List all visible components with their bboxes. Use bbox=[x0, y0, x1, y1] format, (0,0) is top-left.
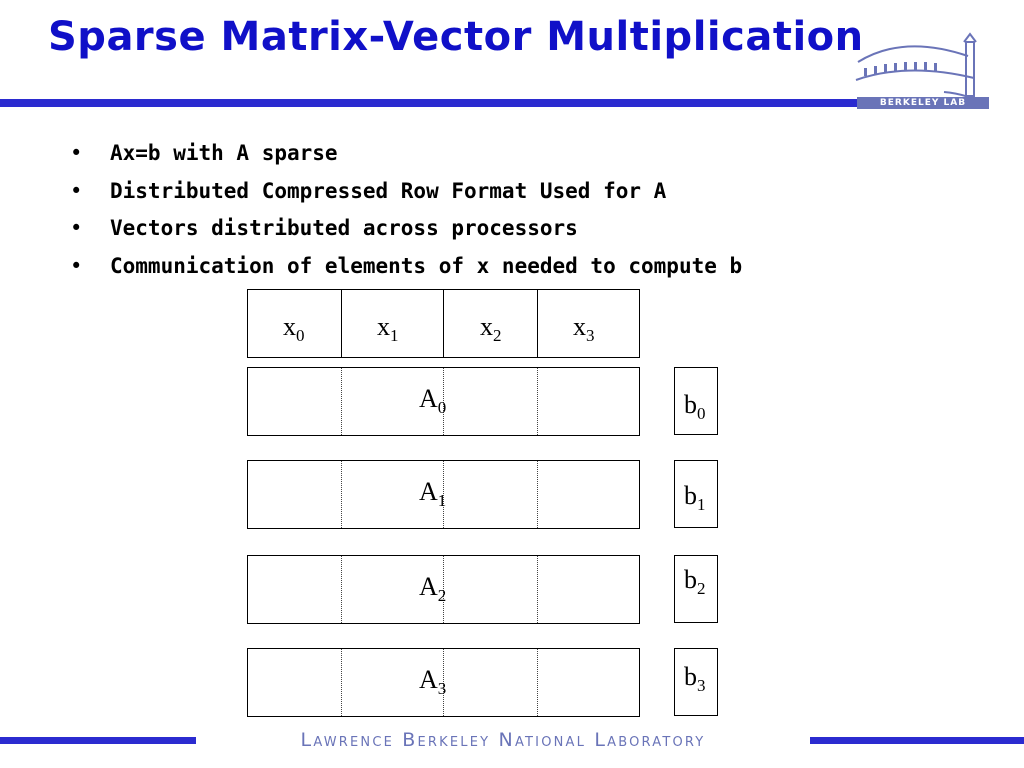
a-block-divider bbox=[341, 556, 342, 623]
bullet-text: Vectors distributed across processors bbox=[110, 216, 578, 240]
bullet-marker: • bbox=[70, 178, 83, 203]
footer-bar-left bbox=[0, 737, 196, 744]
logo-label: BERKELEY LAB bbox=[857, 97, 989, 109]
bullet-item bbox=[70, 176, 742, 214]
a-block-divider bbox=[537, 368, 538, 435]
a-block-divider bbox=[341, 368, 342, 435]
x-cell-divider bbox=[341, 290, 342, 357]
bullet-item bbox=[70, 138, 742, 176]
a-block-divider bbox=[537, 649, 538, 716]
a-block-divider bbox=[537, 556, 538, 623]
footer-bar-right bbox=[810, 737, 1024, 744]
bullet-item bbox=[70, 251, 742, 289]
x-element-label: $x_0$ bbox=[283, 312, 305, 345]
a-block-divider bbox=[341, 649, 342, 716]
a-block-label: $A_1$ bbox=[419, 477, 447, 510]
b-element-label: $b_0$ bbox=[684, 390, 706, 423]
bullet-marker: • bbox=[70, 141, 83, 165]
bullet-marker: • bbox=[70, 253, 83, 278]
bullet-marker: • bbox=[70, 216, 83, 240]
b-element-label: $b_3$ bbox=[684, 662, 706, 695]
b-element-label: $b_2$ bbox=[684, 565, 706, 598]
x-element-label: $x_1$ bbox=[377, 312, 399, 345]
x-cell-divider bbox=[443, 290, 444, 357]
a-block-divider bbox=[537, 461, 538, 528]
title-underline-bar bbox=[0, 99, 858, 107]
footer-lab-name: Lawrence Berkeley National Laboratory bbox=[300, 729, 706, 751]
bullet-list bbox=[70, 138, 742, 288]
bullet-text: Distributed Compressed Row Format Used for A bbox=[110, 178, 667, 203]
a-block-divider bbox=[341, 461, 342, 528]
bullet-text: Communication of elements of x needed to compute b bbox=[110, 253, 743, 278]
x-element-label: $x_2$ bbox=[480, 312, 502, 345]
b-element-label: $b_1$ bbox=[684, 481, 706, 514]
a-block-label: $A_0$ bbox=[419, 384, 447, 417]
x-element-label: $x_3$ bbox=[573, 312, 595, 345]
bullet-item bbox=[70, 213, 742, 251]
a-block-label: $A_3$ bbox=[419, 665, 447, 698]
a-block-label: $A_2$ bbox=[419, 572, 447, 605]
x-cell-divider bbox=[537, 290, 538, 357]
bullet-text: Ax=b with A sparse bbox=[110, 141, 338, 165]
slide-title: Sparse Matrix-Vector Multiplication bbox=[48, 14, 864, 60]
